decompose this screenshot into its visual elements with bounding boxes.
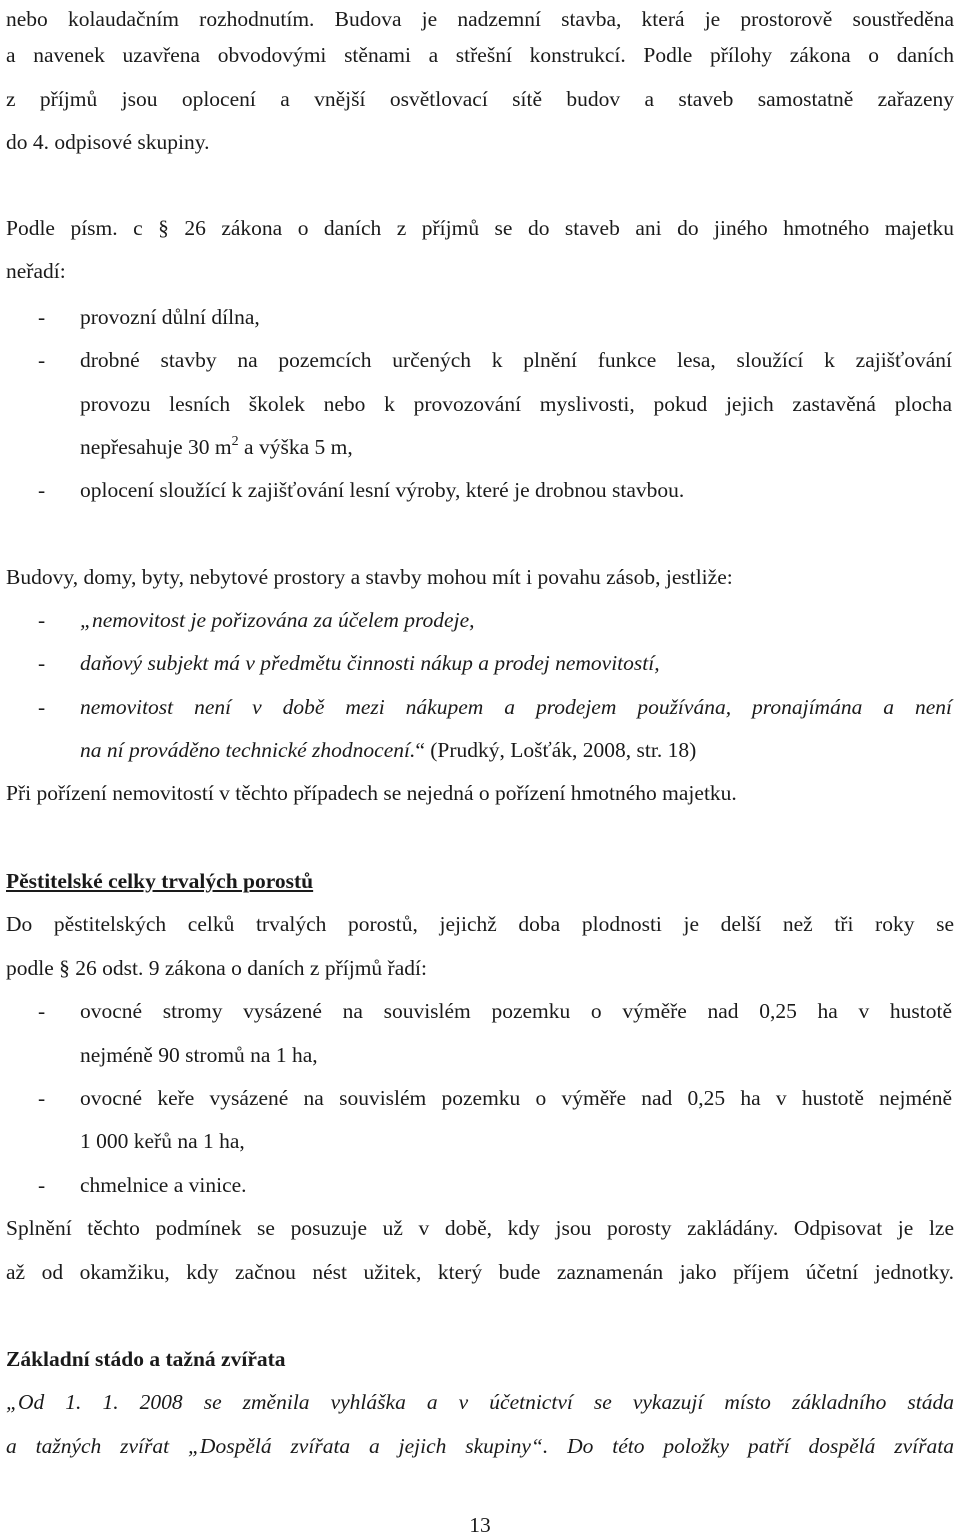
list-item: ovocné keře vysázené na souvislém pozemku o výměře nad 0,25 ha v hustotě nejméně (80, 1086, 952, 1110)
text-line: podle § 26 odst. 9 zákona o daních z příjmů řadí: (6, 956, 427, 980)
text-line: až od okamžiku, kdy začnou nést užitek, který bude zaznamenán jako příjem účetní jednotky. (6, 1260, 954, 1284)
list-dash: - (38, 1173, 46, 1197)
list-item-continuation: provozu lesních školek nebo k provozování myslivosti, pokud jejich zastavěná plocha (80, 392, 952, 416)
text-line: Podle písm. c § 26 zákona o daních z příjmů se do staveb ani do jiného hmotného majetku (6, 216, 954, 240)
text-line: neřadí: (6, 259, 66, 283)
page-number: 13 (469, 1513, 491, 1537)
text-line: Do pěstitelských celků trvalých porostů, jejichž doba plodnosti je delší než tři roky se (6, 912, 954, 936)
list-dash: - (38, 305, 46, 329)
text-line: Splnění těchto podmínek se posuzuje už v době, kdy jsou porosty zakládány. Odpisovat je lze (6, 1216, 954, 1240)
text-line: a tažných zvířat „Dospělá zvířata a jejich skupiny“. Do této položky patří dospělá zvířata (6, 1434, 954, 1458)
text-line: a navenek uzavřena obvodovými stěnami a střešní konstrukcí. Podle přílohy zákona o daních (6, 43, 954, 67)
section-heading: Základní stádo a tažná zvířata (6, 1347, 286, 1371)
text-line: Při pořízení nemovitostí v těchto případech se nejedná o pořízení hmotného majetku. (6, 781, 737, 805)
superscript: 2 (231, 434, 239, 449)
text-line: nebo kolaudačním rozhodnutím. Budova je nadzemní stavba, která je prostorově soustředěna (6, 7, 954, 31)
list-item-continuation: 1 000 keřů na 1 ha, (80, 1129, 245, 1153)
text-line: z příjmů jsou oplocení a vnější osvětlovací sítě budov a staveb samostatně zařazeny (6, 87, 954, 111)
list-item: ovocné stromy vysázené na souvislém pozemku o výměře nad 0,25 ha v hustotě (80, 999, 952, 1023)
list-dash: - (38, 478, 46, 502)
text-line: „Od 1. 1. 2008 se změnila vyhláška a v účetnictví se vykazují místo základního stáda (6, 1390, 954, 1414)
section-heading: Pěstitelské celky trvalých porostů (6, 869, 314, 893)
list-dash: - (38, 999, 46, 1023)
list-dash: - (38, 348, 46, 372)
list-item: chmelnice a vinice. (80, 1173, 247, 1197)
list-item: oplocení sloužící k zajišťování lesní výroby, které je drobnou stavbou. (80, 478, 685, 502)
list-item: drobné stavby na pozemcích určených k plnění funkce lesa, sloužící k zajišťování (80, 348, 952, 372)
text-line: Budovy, domy, byty, nebytové prostory a stavby mohou mít i povahu zásob, jestliže: (6, 565, 733, 589)
list-dash: - (38, 1086, 46, 1110)
citation: “ (Prudký, Lošťák, 2008, str. 18) (415, 738, 697, 762)
list-item-continuation: nepřesahuje 30 $m^2$ a výška 5 m, (80, 434, 353, 459)
list-item-continuation: nejméně 90 stromů na 1 ha, (80, 1043, 318, 1067)
quote-item: daňový subjekt má v předmětu činnosti nákup a prodej nemovitostí, (80, 651, 660, 675)
list-dash: - (38, 695, 46, 719)
list-item: provozní důlní dílna, (80, 305, 260, 329)
list-dash: - (38, 651, 46, 675)
quote-item: nemovitost není v době mezi nákupem a prodejem používána, pronajímána a není (80, 695, 952, 719)
list-dash: - (38, 608, 46, 632)
text-line: do 4. odpisové skupiny. (6, 130, 210, 154)
quote-item-continuation: na ní prováděno technické zhodnocení.“ (Prudký, Lošťák, 2008, str. 18) (80, 738, 697, 762)
quote-item: „nemovitost je pořizována za účelem prodeje, (80, 608, 475, 632)
